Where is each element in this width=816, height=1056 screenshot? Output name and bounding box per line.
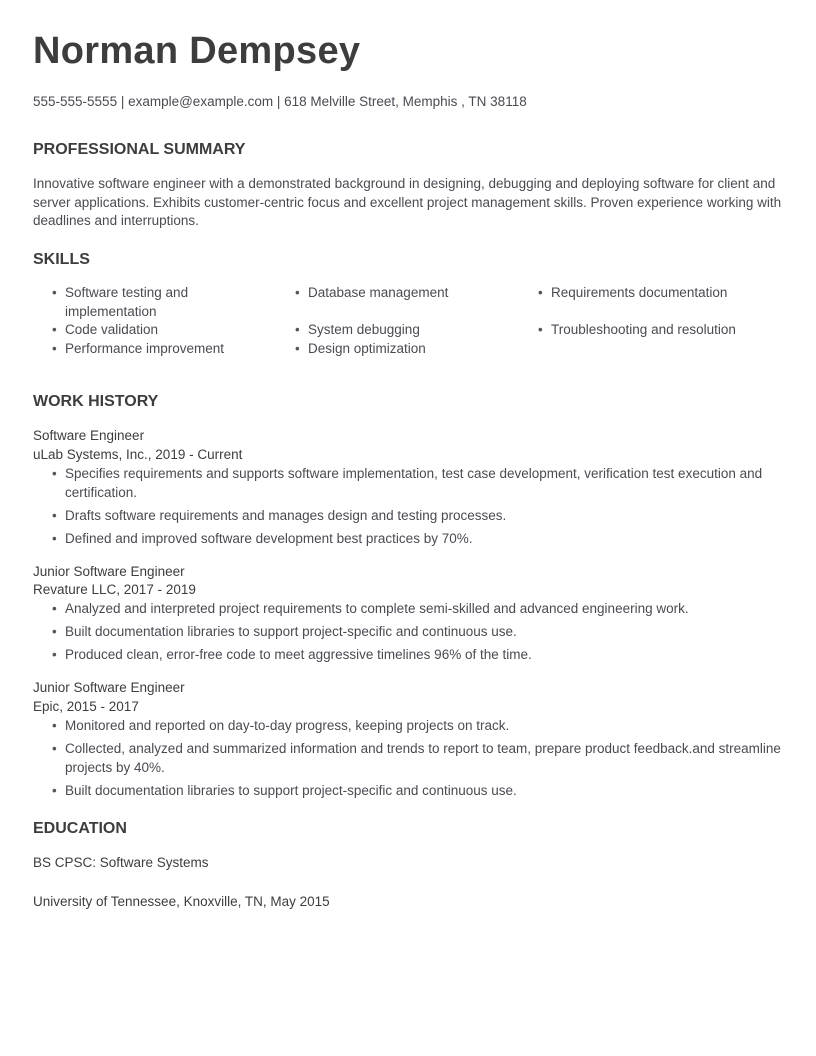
candidate-name: Norman Dempsey: [33, 30, 361, 72]
section-title-education: EDUCATION: [33, 820, 127, 837]
skill-item: • Troubleshooting and resolution: [519, 321, 793, 340]
education-school: University of Tennessee, Knoxville, TN, May 2015: [33, 894, 330, 909]
job-bullet: • Defined and improved software development best practices by 70%.: [33, 530, 793, 549]
job-bullet: • Collected, analyzed and summarized information and trends to report to team, prepare product feedback.and streamline projects by 40%.: [33, 740, 793, 777]
job-company-dates: Revature LLC, 2017 - 2019: [33, 582, 196, 597]
job-bullets: [33, 717, 793, 805]
job-bullet: • Built documentation libraries to support project-specific and continuous use.: [33, 782, 793, 801]
job-bullet: • Drafts software requirements and manages design and testing processes.: [33, 507, 793, 526]
skill-item: • Database management: [276, 284, 519, 321]
section-title-skills: SKILLS: [33, 251, 90, 268]
job-bullets: [33, 465, 793, 553]
section-title-summary: PROFESSIONAL SUMMARY: [33, 141, 246, 158]
skill-item: • Design optimization: [276, 340, 519, 359]
job-bullet: • Analyzed and interpreted project requirements to complete semi-skilled and advanced engineering work.: [33, 600, 793, 619]
skill-item: • System debugging: [276, 321, 519, 340]
job-company-dates: Epic, 2015 - 2017: [33, 699, 139, 714]
job-title: Software Engineer: [33, 428, 145, 443]
job-company-dates: uLab Systems, Inc., 2019 - Current: [33, 447, 243, 462]
contact-info: 555-555-5555 | example@example.com | 618 Melville Street, Memphis , TN 38118: [33, 94, 527, 109]
job-bullet: • Monitored and reported on day-to-day progress, keeping projects on track.: [33, 717, 793, 736]
job-bullet: • Produced clean, error-free code to meet aggressive timelines 96% of the time.: [33, 646, 793, 665]
education-degree: BS CPSC: Software Systems: [33, 855, 209, 870]
skill-item: • Software testing and implementation: [33, 284, 276, 321]
job-bullet: • Specifies requirements and supports software implementation, test case development, verification test execution and certification.: [33, 465, 793, 502]
skill-item: • Performance improvement: [33, 340, 276, 359]
job-bullet: • Built documentation libraries to support project-specific and continuous use.: [33, 623, 793, 642]
summary-text: Innovative software engineer with a demonstrated background in designing, debugging and deploying software for client and server applications. Exhibits customer-centric focus and excellent project management skills. Proven experience working with deadlines and interruptions.: [33, 176, 782, 228]
job-bullets: [33, 600, 793, 669]
skill-item: • Code validation: [33, 321, 276, 340]
job-title: Junior Software Engineer: [33, 680, 185, 695]
section-title-work-history: WORK HISTORY: [33, 393, 159, 410]
job-title: Junior Software Engineer: [33, 564, 185, 579]
skills-grid: [33, 284, 793, 358]
skill-item: • Requirements documentation: [519, 284, 793, 321]
